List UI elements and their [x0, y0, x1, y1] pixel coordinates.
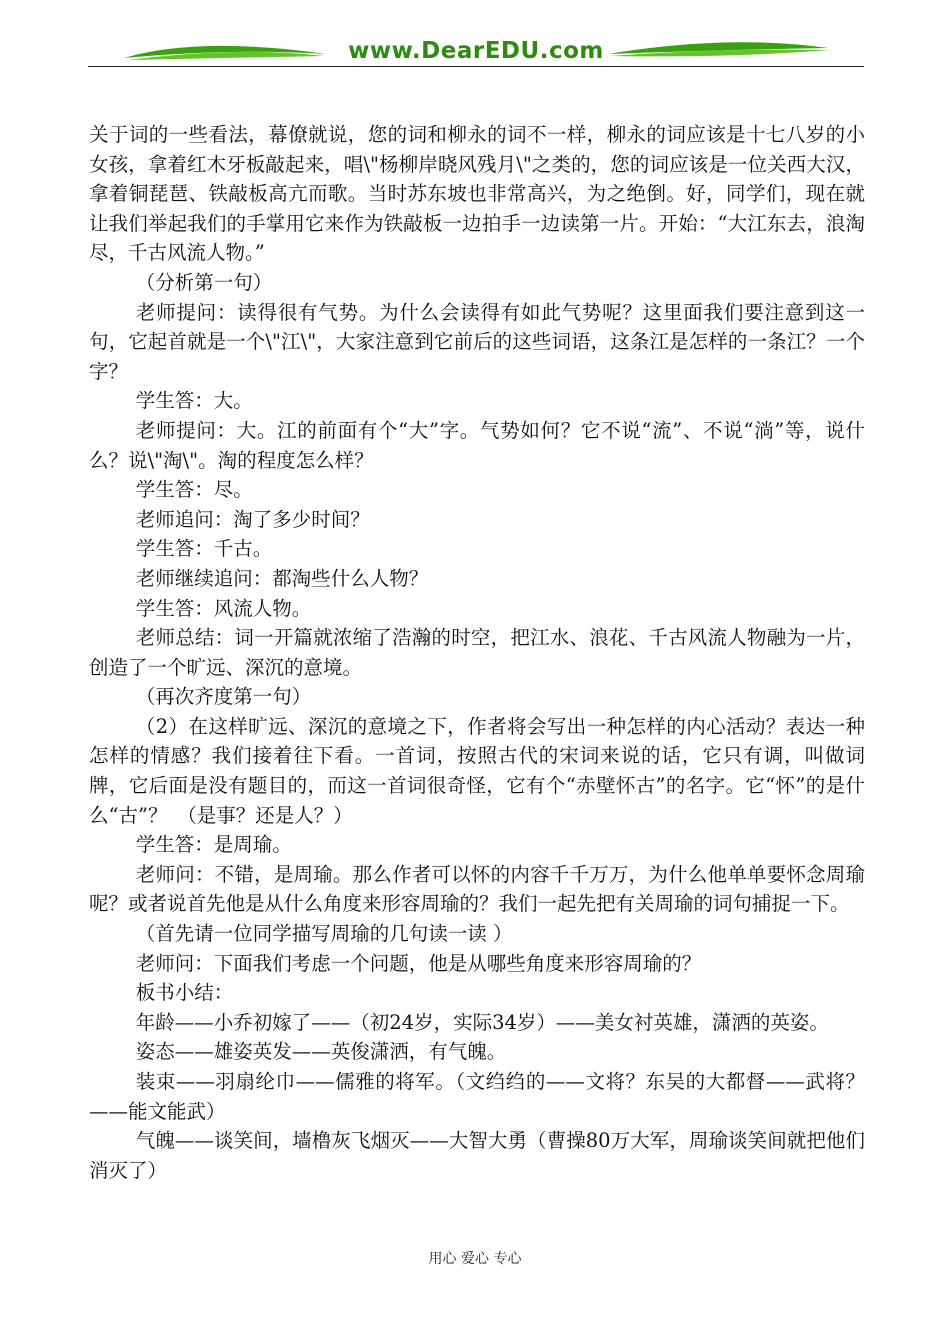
paragraph: 板书小结：: [135, 981, 234, 1005]
paragraph: 学生答：是周瑜。: [135, 833, 292, 857]
paragraph: 学生答：风流人物。: [135, 596, 312, 620]
page-footer: 用心 爱心 专心: [428, 1251, 522, 1267]
paragraph: 老师总结：词一开篇就浓缩了浩瀚的时空，把江水、浪花、千古风流人物融为一片，创造了一个旷远、深沉的意境。: [89, 626, 865, 679]
paragraph: 老师追问：淘了多少时间？: [135, 507, 370, 531]
site-logo[interactable]: www.DearEDU.com: [348, 38, 604, 64]
paragraph: 学生答：尽。: [135, 478, 253, 502]
paragraph: 老师问：不错，是周瑜。那么作者可以怀的内容千千万万，为什么他单单要怀念周瑜呢？或者说首先他是从什么角度来形容周瑜的？我们一起先把有关周瑜的词句捕捉一下。: [89, 862, 865, 916]
paragraph: 老师问：下面我们考虑一个问题，他是从哪些角度来形容周瑜的？: [135, 951, 702, 975]
paragraph: 老师提问：大。江的前面有个“大”字。气势如何？它不说“流”、不说“淌”等，说什么？说\"淘\"。淘的程度怎么样？: [89, 418, 865, 472]
paragraph: 学生答：千古。: [135, 537, 273, 561]
paragraph: 装束——羽扇纶巾——儒雅的将军。（文绉绉的——文将？东吴的大都督——武将？——能文能武）: [89, 1070, 865, 1123]
document-body: [89, 120, 865, 1185]
paragraph: 老师提问：读得很有气势。为什么会读得有如此气势呢？这里面我们要注意到这一句，它起首就是一个\"江\"，大家注意到它前后的这些词语，这条江是怎样的一条江？一个字？: [89, 300, 865, 383]
paragraph: 老师继续追问：都淘些什么人物？: [135, 566, 429, 590]
paragraph: 姿态——雄姿英发——英俊潇洒，有气魄。: [135, 1040, 507, 1064]
paragraph: （2）在这样旷远、深沉的意境之下，作者将会写出一种怎样的内心活动？表达一种怎样的情感？我们接着往下看。一首词，按照古代的宋词来说的话，它只有调，叫做词牌，它后面是没有题目的，而这一首词很奇怪，它有个“赤壁怀古”的名字。它“怀”的是什么“古”？ （是事？还是人？）: [89, 714, 865, 827]
paragraph: 气魄——谈笑间，墙橹灰飞烟灭——大智大勇（曹操80万大军，周瑜谈笑间就把他们消灭了）: [89, 1129, 865, 1182]
paragraph: （首先请一位同学描写周瑜的几句读一读 ）: [135, 922, 513, 946]
paragraph: 学生答：大。: [135, 389, 253, 413]
paragraph: （分析第一句）: [135, 270, 273, 294]
header-rule: [88, 66, 864, 67]
paragraph: 年龄——小乔初嫁了——（初24岁，实际34岁）——美女衬英雄，潇洒的英姿。: [135, 1010, 829, 1034]
paragraph: 关于词的一些看法，幕僚就说，您的词和柳永的词不一样，柳永的词应该是十七八岁的小女孩，拿着红木牙板敲起来，唱\"杨柳岸晓风残月\"之类的，您的词应该是一位关西大汉，拿着铜琵琶、铁敲板高亢而歌。当时苏东坡也非常高兴，为之绝倒。好，同学们，现在就让我们举起我们的手掌用它来作为铁敲板一边拍手一边读第一片。开始：“大江东去，浪淘尽，千古风流人物。”: [89, 123, 865, 265]
paragraph: （再次齐度第一句）: [135, 685, 312, 709]
